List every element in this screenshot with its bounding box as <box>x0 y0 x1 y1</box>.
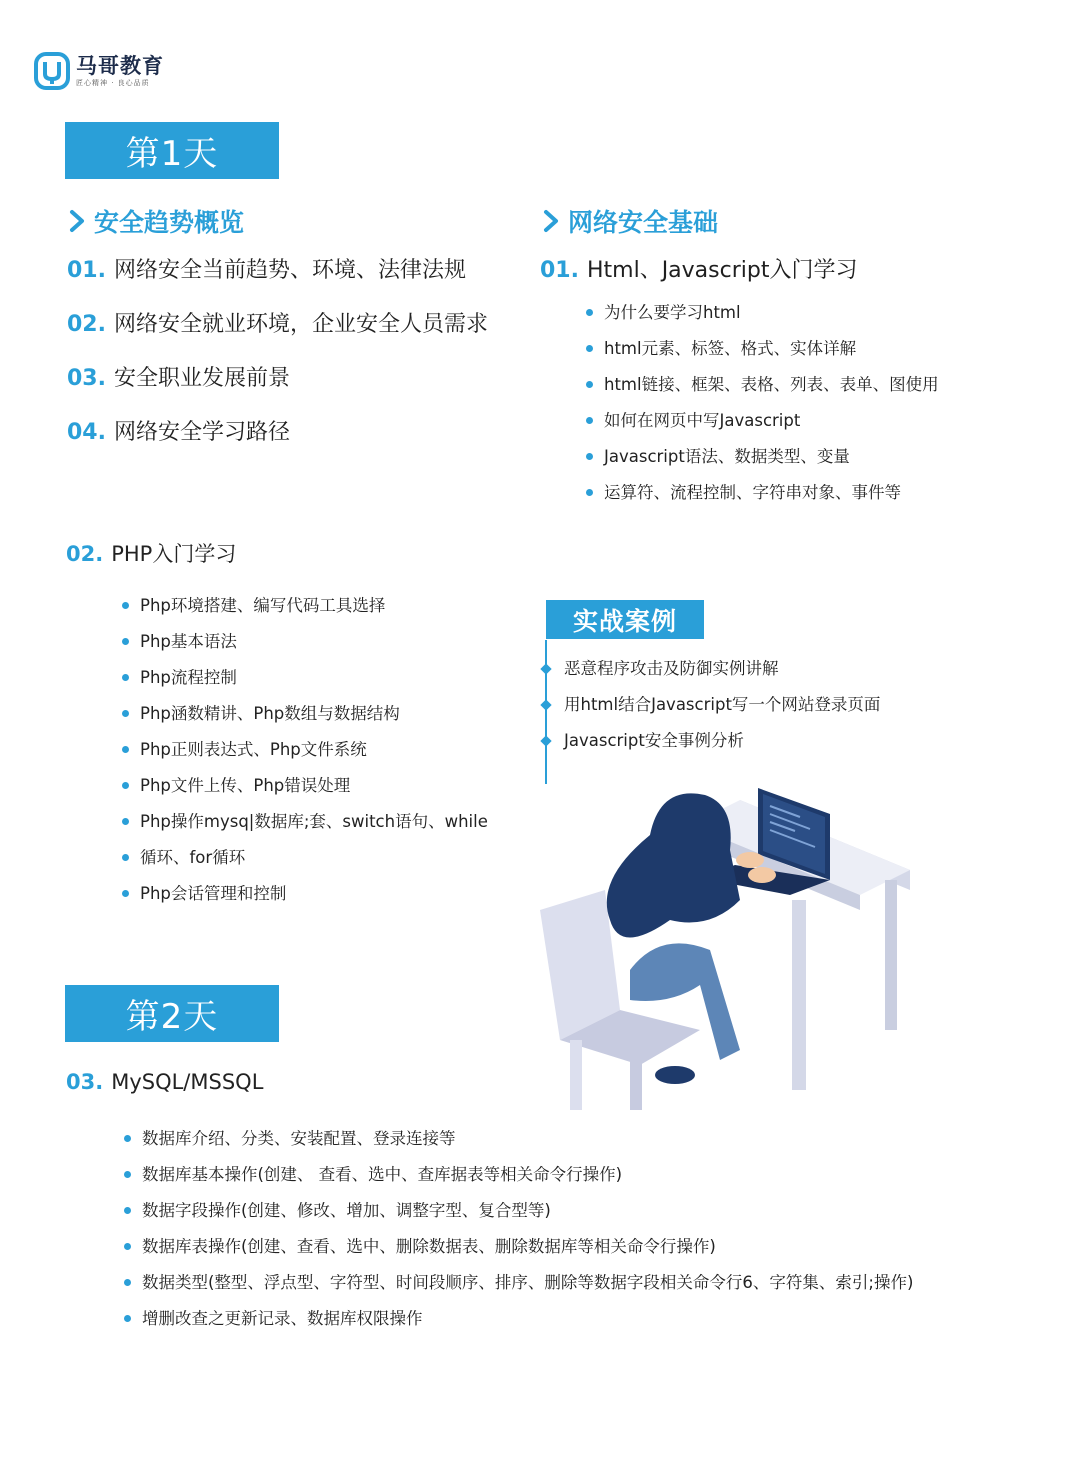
list-item: 循环、for循环 <box>122 847 488 883</box>
section-title-text: 网络安全基础 <box>568 208 719 237</box>
section-title-trends <box>66 203 244 239</box>
list-item: Php基本语法 <box>122 631 488 667</box>
case-item: Javascript安全事例分析 <box>540 730 880 766</box>
list-item: html链接、框架、表格、列表、表单、图使用 <box>586 374 939 410</box>
topic-heading-mysql <box>66 1070 263 1094</box>
list-item: 数据库介绍、分类、安装配置、登录连接等 <box>124 1128 913 1164</box>
list-item: 数据库基本操作(创建、 查看、选中、查库据表等相关命令行操作) <box>124 1164 913 1200</box>
item-number: 01. <box>540 258 579 283</box>
logo-slogan: 匠心精神 · 良心品质 <box>76 79 150 87</box>
topic-heading-html-js <box>540 253 857 284</box>
section-title-text: 安全趋势概览 <box>94 208 245 237</box>
case-item: 恶意程序攻击及防御实例讲解 <box>540 658 880 694</box>
case-item: 用html结合Javascript写一个网站登录页面 <box>540 694 880 730</box>
list-item: 数据库表操作(创建、查看、选中、删除数据表、删除数据库等相关命令行操作) <box>124 1236 913 1272</box>
item-number: 01. <box>67 258 106 283</box>
php-bullet-list <box>122 595 488 919</box>
list-item: 增删改查之更新记录、数据库权限操作 <box>124 1308 913 1344</box>
hacker-at-laptop-illustration <box>530 780 950 1110</box>
list-item: Php操作mysq|数据库;套、switch语句、while <box>122 811 488 847</box>
item-number: 03. <box>67 366 106 391</box>
list-item: Php流程控制 <box>122 667 488 703</box>
list-item: Php环境搭建、编写代码工具选择 <box>122 595 488 631</box>
list-item <box>67 307 488 338</box>
mysql-bullet-list <box>124 1128 913 1344</box>
day1-banner: 第1天 <box>65 122 279 179</box>
chevron-right-icon <box>66 208 88 234</box>
list-item <box>67 361 290 392</box>
list-item: Php正则表达式、Php文件系统 <box>122 739 488 775</box>
list-item: 数据类型(整型、浮点型、字符型、时间段顺序、排序、删除等数据字段相关命令行6、字符集、索引;操作) <box>124 1272 913 1308</box>
list-item: Php会话管理和控制 <box>122 883 488 919</box>
list-item: 如何在网页中写Javascript <box>586 410 939 446</box>
section-title-basics <box>540 203 718 239</box>
item-text: PHP入门学习 <box>111 542 237 566</box>
cases-title: 实战案例 <box>546 600 704 639</box>
list-item: html元素、标签、格式、实体详解 <box>586 338 939 374</box>
list-item <box>67 253 466 284</box>
item-number: 03. <box>66 1070 104 1094</box>
item-text: 网络安全当前趋势、环境、法律法规 <box>113 258 466 283</box>
cases-list <box>540 658 880 766</box>
day2-banner: 第2天 <box>65 985 279 1042</box>
logo-name: 马哥教育 <box>76 54 164 78</box>
item-text: 安全职业发展前景 <box>113 366 290 391</box>
list-item: 运算符、流程控制、字符串对象、事件等 <box>586 482 939 518</box>
list-item <box>67 415 290 446</box>
item-text: Html、Javascript入门学习 <box>586 258 858 283</box>
item-text: MySQL/MSSQL <box>111 1070 264 1094</box>
topic-heading-php <box>66 538 236 568</box>
brand-logo <box>34 52 164 90</box>
item-text: 网络安全就业环境，企业安全人员需求 <box>113 312 488 337</box>
list-item: 数据字段操作(创建、修改、增加、调整字型、复合型等) <box>124 1200 913 1236</box>
list-item: Php涵数精讲、Php数组与数据结构 <box>122 703 488 739</box>
list-item: Php文件上传、Php错误处理 <box>122 775 488 811</box>
item-number: 04. <box>67 420 106 445</box>
item-number: 02. <box>67 312 106 337</box>
item-text: 网络安全学习路径 <box>113 420 290 445</box>
list-item: Javascript语法、数据类型、变量 <box>586 446 939 482</box>
chevron-right-icon <box>540 208 562 234</box>
logo-mark-icon <box>34 52 70 90</box>
item-number: 02. <box>66 542 104 566</box>
list-item: 为什么要学习html <box>586 302 939 338</box>
html-js-bullet-list <box>586 302 939 518</box>
